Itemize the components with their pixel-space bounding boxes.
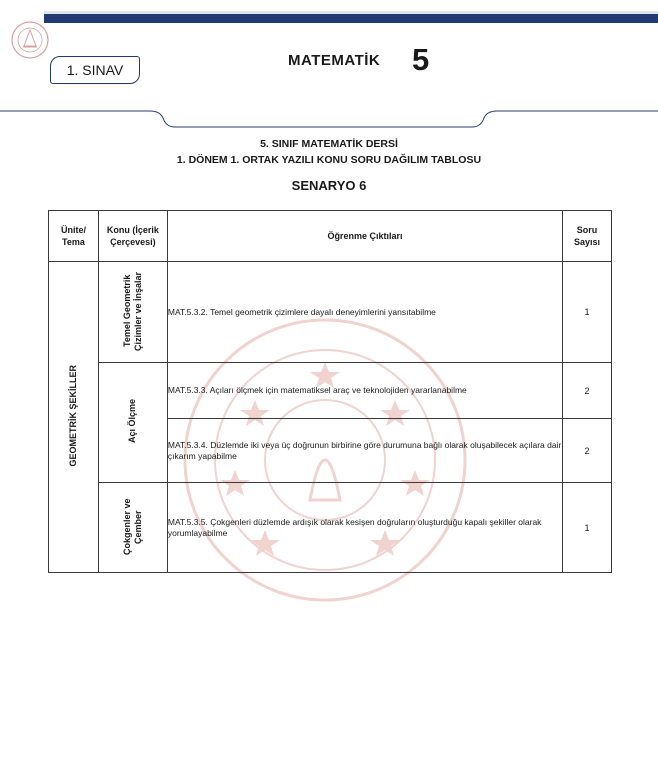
unit-cell [49, 262, 99, 573]
topic-cell [98, 483, 167, 573]
topic-cell [98, 363, 167, 483]
grade-number: 5 [412, 42, 430, 77]
topic-label: Açı Ölçme [127, 399, 138, 444]
topic-label: Temel Geometrik Çizimler ve İnşalar [121, 271, 143, 351]
header-topic: Konu (İçerik Çerçevesi) [98, 211, 167, 262]
exam-badge: 1. SINAV [50, 56, 140, 84]
outcome-cell: MAT.5.3.3. Açıları ölçmek için matematiksel araç ve teknolojiden yararlanabilme [167, 363, 562, 419]
header-unit: Ünite/ Tema [49, 211, 99, 262]
document-subtitle: 1. DÖNEM 1. ORTAK YAZILI KONU SORU DAĞILIM TABLOSU [176, 154, 482, 166]
count-cell: 2 [563, 363, 612, 419]
topic-cell [98, 262, 167, 363]
count-cell: 1 [563, 483, 612, 573]
ministry-logo-icon [10, 20, 50, 60]
header-bar [44, 14, 658, 23]
table-row [49, 483, 612, 573]
table-header-row [49, 211, 612, 262]
distribution-table [48, 210, 612, 573]
outcome-cell: MAT.5.3.5. Çokgenleri düzlemde ardışık olarak kesişen doğruların oluşturduğu kapalı şekiller olarak yorumlayabilme [167, 483, 562, 573]
scenario-title: SENARYO 6 [291, 178, 367, 193]
count-cell: 1 [563, 262, 612, 363]
table-row [49, 363, 612, 419]
outcome-cell: MAT.5.3.4. Düzlemde iki veya üç doğrunun birbirine göre durumuna bağlı olarak oluşabilecek açılara dair çıkarım yapabilme [167, 419, 562, 483]
count-cell: 2 [563, 419, 612, 483]
header-outcomes: Öğrenme Çıktıları [167, 211, 562, 262]
outcome-cell: MAT.5.3.2. Temel geometrik çizimlere dayalı deneyimlerini yansıtabilme [167, 262, 562, 363]
document-title: 5. SINIF MATEMATİK DERSİ [260, 138, 398, 150]
table-row [49, 262, 612, 363]
header-count: Soru Sayısı [563, 211, 612, 262]
unit-name: GEOMETRİK ŞEKİLLER [67, 365, 78, 467]
subject-title: MATEMATİK [288, 52, 381, 69]
topic-label: Çokgenler ve Çember [121, 498, 143, 555]
